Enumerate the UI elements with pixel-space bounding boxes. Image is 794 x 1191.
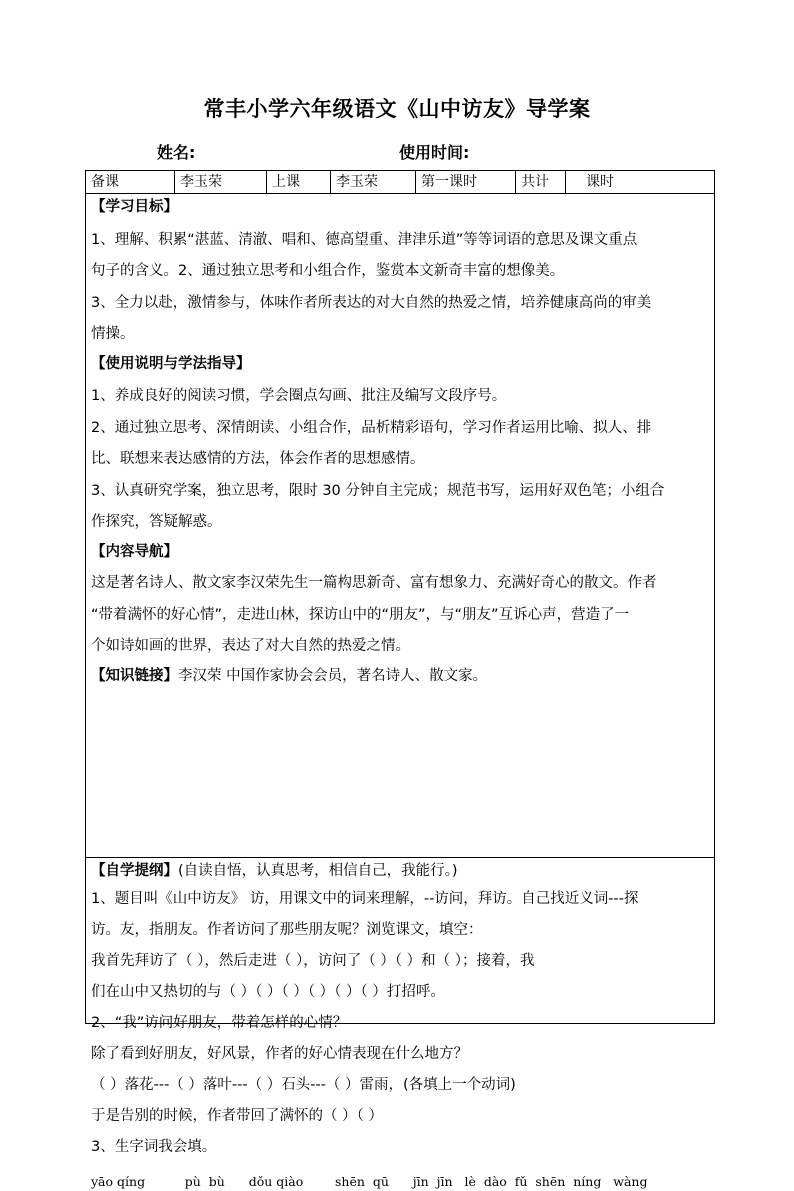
- guide-heading: 【使用说明与学法指导】: [91, 356, 251, 372]
- meta-cell-preparer: 李玉荣: [175, 171, 267, 193]
- guide-line: 1、养成良好的阅读习惯，学会圈点勾画、批注及编写文段序号。: [91, 388, 507, 404]
- self-study-heading-line: [91, 861, 710, 881]
- content-line: 个如诗如画的世界，表达了对大自然的热爱之情。: [91, 638, 410, 654]
- self-study-line: 访。友，指朋友。作者访问了那些朋友呢？浏览课文，填空：: [91, 922, 483, 938]
- meta-cell-hours: 课时: [586, 174, 614, 190]
- page-title: 常丰小学六年级语文《山中访友》导学案: [203, 97, 591, 121]
- link-heading: 【知识链接】: [91, 668, 178, 684]
- meta-cell-total: 共计: [516, 171, 566, 193]
- goals-line: 1、理解、积累“湛蓝、清澈、唱和、德高望重、津津乐道”等等词语的意思及课文重点: [91, 232, 638, 248]
- self-study-line: 3、生字词我会填。: [91, 1139, 217, 1155]
- self-study-heading: 【自学提纲】: [91, 863, 178, 879]
- pinyin-line: yāo qíng pù bù dǒu qiào shēn qū jīn jīn lè dào fǔ shēn níng wàng: [91, 1174, 648, 1189]
- content-heading: 【内容导航】: [91, 544, 178, 560]
- guide-line: 3、认真研究学案，独立思考，限时 30 分钟自主完成；规范书写，运用好双色笔；小组合: [91, 483, 665, 499]
- meta-cell-teach: 上课: [267, 171, 331, 193]
- meta-cell-prepare: 备课: [86, 171, 175, 193]
- self-study-line: 1、题目叫《山中访友》 访，用课文中的词来理解，--访问，拜访。自己找近义词---探: [91, 891, 639, 907]
- name-label: 姓名:: [157, 143, 196, 162]
- fill-blank-line: （ ）落花---（ ）落叶---（ ）石头---（ ）雷雨，(各填上一个动词): [91, 1077, 516, 1093]
- goals-line: 句子的含义。2、通过独立思考和小组合作，鉴赏本文新奇丰富的想像美。: [91, 263, 565, 279]
- guide-line: 作探究，答疑解惑。: [91, 514, 222, 530]
- fill-blank-line: 们在山中又热切的与（ ）（ ）（ ）（ ）（ ）（ ）打招呼。: [91, 984, 445, 1000]
- content-line: 这是著名诗人、散文家李汉荣先生一篇构思新奇、富有想象力、充满好奇心的散文。作者: [91, 575, 657, 591]
- goals-heading: 【学习目标】: [91, 199, 178, 215]
- link-text: 李汉荣 中国作家协会会员，著名诗人、散文家。: [178, 668, 488, 684]
- meta-row: [86, 171, 714, 194]
- meta-cell-period: 第一课时: [416, 171, 516, 193]
- fill-blank-line: 于是告别的时候，作者带回了满怀的（ ）（ ）: [91, 1108, 383, 1124]
- meta-cell-teacher: 李玉荣: [331, 171, 416, 193]
- guide-line: 2、通过独立思考、深情朗读、小组合作，品析精彩语句，学习作者运用比喻、拟人、排: [91, 420, 652, 436]
- link-line: [91, 666, 710, 686]
- goals-line: 3、全力以赴，激情参与，体味作者所表达的对大自然的热爱之情，培养健康高尚的审美: [91, 295, 652, 311]
- guidance-section: [86, 194, 714, 858]
- time-label: 使用时间:: [399, 143, 470, 162]
- goals-line: 情操。: [91, 326, 135, 342]
- self-study-note: (自读自悟，认真思考，相信自己，我能行。): [178, 863, 458, 879]
- guide-line: 比、联想来表达感情的方法，体会作者的思想感情。: [91, 451, 425, 467]
- self-study-line: 除了看到好朋友，好风景，作者的好心情表现在什么地方？: [91, 1046, 468, 1062]
- content-line: “带着满怀的好心情”，走进山林，探访山中的“朋友”，与“朋友”互诉心声，营造了一: [91, 607, 630, 623]
- lesson-table: [85, 170, 715, 1189]
- self-study-line: 2、“我”访问好朋友，带着怎样的心情？: [91, 1015, 348, 1031]
- fill-blank-line: 我首先拜访了（ ），然后走进（ ），访问了（ ）（ ）和（ ）；接着，我: [91, 953, 535, 969]
